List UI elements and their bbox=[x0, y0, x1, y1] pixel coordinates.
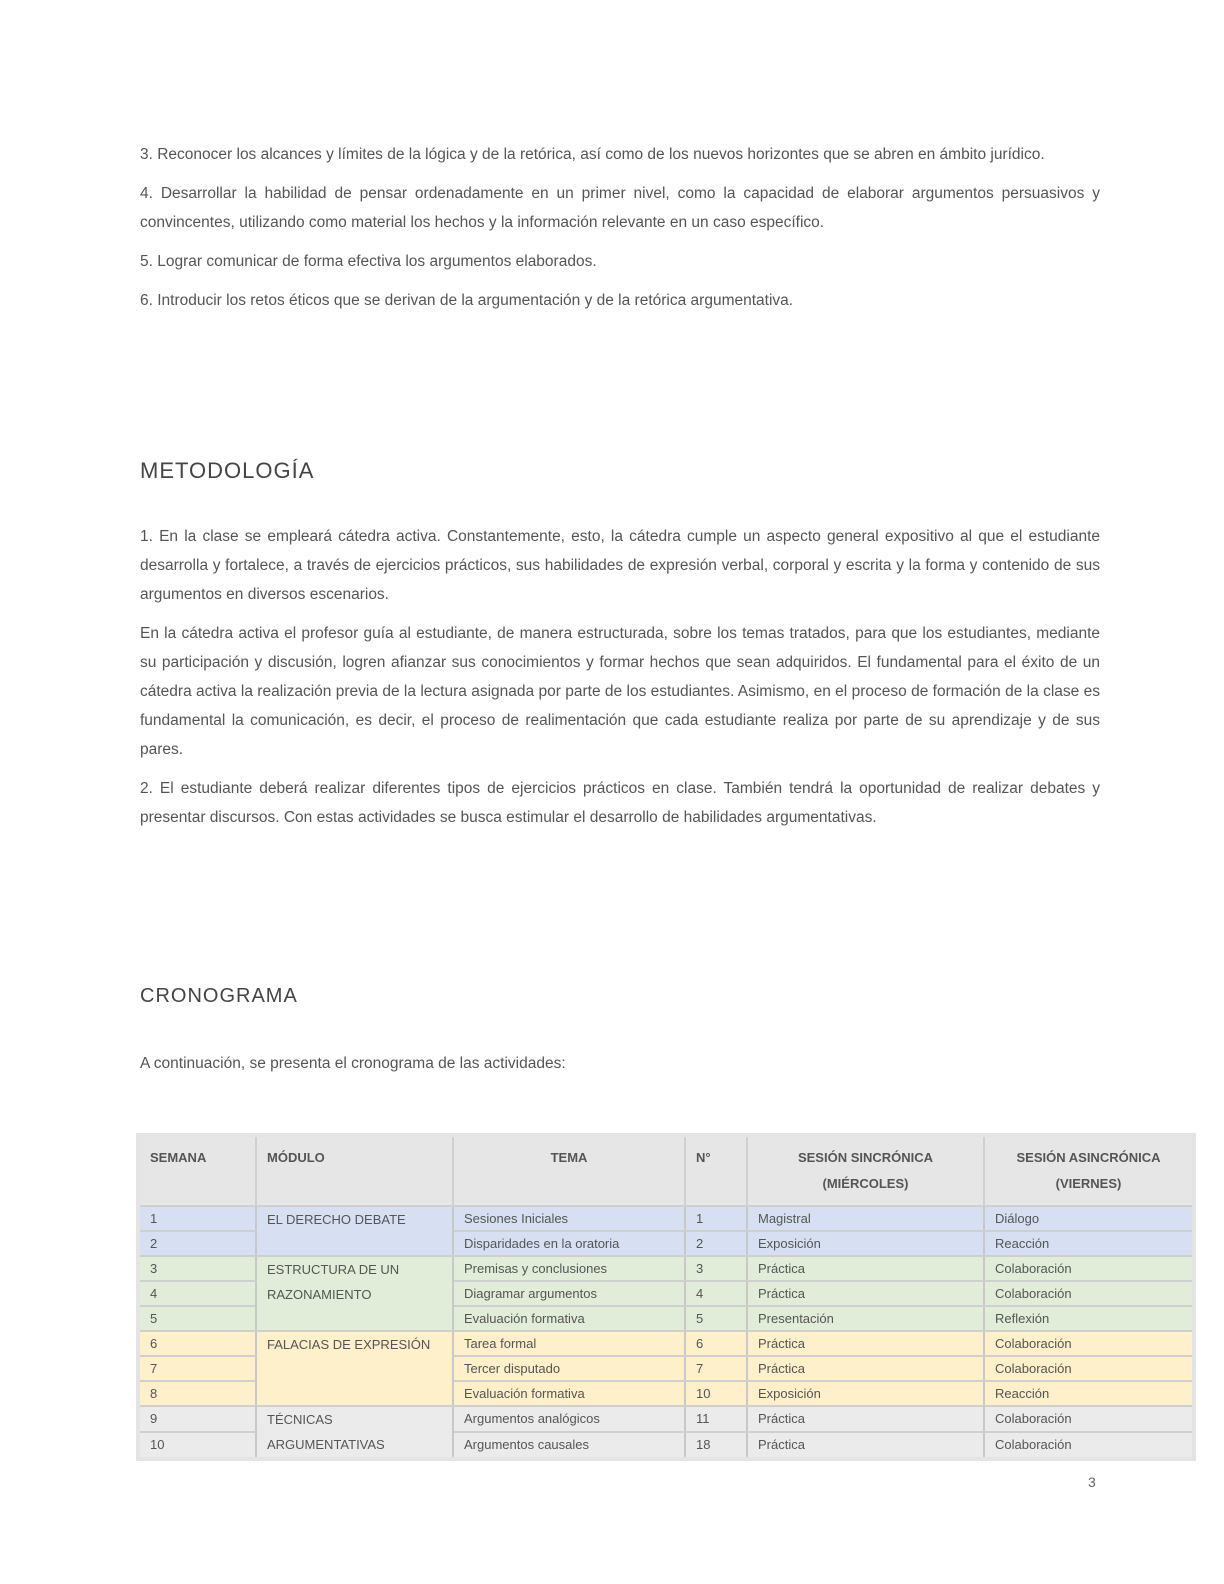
header-topic: TEMA bbox=[453, 1135, 685, 1206]
cell-number: 4 bbox=[685, 1281, 747, 1306]
schedule-table bbox=[136, 1133, 1196, 1461]
cell-number: 11 bbox=[685, 1406, 747, 1432]
schedule-intro: A continuación, se presenta el cronograma de las actividades: bbox=[140, 1055, 566, 1072]
page-body bbox=[140, 140, 1100, 1072]
cell-topic: Diagramar argumentos bbox=[453, 1281, 685, 1306]
cell-async-session: Reacción bbox=[984, 1381, 1194, 1406]
cell-topic: Argumentos analógicos bbox=[453, 1406, 685, 1432]
cell-sync-session: Práctica bbox=[747, 1406, 984, 1432]
cell-number: 18 bbox=[685, 1432, 747, 1459]
cell-sync-session: Práctica bbox=[747, 1256, 984, 1281]
cell-async-session: Colaboración bbox=[984, 1406, 1194, 1432]
methodology-text bbox=[140, 522, 1100, 842]
cell-async-session: Colaboración bbox=[984, 1331, 1194, 1356]
table-row bbox=[138, 1206, 1194, 1231]
cell-module: TÉCNICAS ARGUMENTATIVAS bbox=[256, 1406, 453, 1459]
header-sync-session: SESIÓN SINCRÓNICA (MIÉRCOLES) bbox=[747, 1135, 984, 1206]
cell-async-session: Reacción bbox=[984, 1231, 1194, 1256]
objective-item: 5. Lograr comunicar de forma efectiva los argumentos elaborados. bbox=[140, 253, 597, 270]
page-number: 3 bbox=[1088, 1474, 1096, 1490]
table-row bbox=[138, 1256, 1194, 1281]
cell-topic: Sesiones Iniciales bbox=[453, 1206, 685, 1231]
cell-async-session: Colaboración bbox=[984, 1281, 1194, 1306]
schedule-heading: CRONOGRAMA bbox=[140, 985, 298, 1007]
cell-number: 3 bbox=[685, 1256, 747, 1281]
methodology-paragraph: En la cátedra activa el profesor guía al estudiante, de manera estructurada, sobre los temas tratados, para que los estudiantes, mediante su participación y discusión, logren afianzar sus conocimientos y formar hechos que sean adquiridos. El fundamental para el éxito de un cátedra activa la realización previa de la lectura asignada por parte de los estudiantes. Asimismo, en el proceso de formación de la clase es fundamental la comunicación, es decir, el proceso de realimentación que cada estudiante realiza por parte de su aprendizaje y de sus pares. bbox=[140, 625, 1100, 758]
cell-sync-session: Práctica bbox=[747, 1356, 984, 1381]
cell-number: 2 bbox=[685, 1231, 747, 1256]
cell-number: 5 bbox=[685, 1306, 747, 1331]
cell-async-session: Colaboración bbox=[984, 1256, 1194, 1281]
cell-sync-session: Magistral bbox=[747, 1206, 984, 1231]
cell-week: 7 bbox=[138, 1356, 256, 1381]
objective-item: 6. Introducir los retos éticos que se derivan de la argumentación y de la retórica argumentativa. bbox=[140, 292, 794, 309]
cell-topic: Tercer disputado bbox=[453, 1356, 685, 1381]
cell-week: 1 bbox=[138, 1206, 256, 1231]
cell-topic: Argumentos causales bbox=[453, 1432, 685, 1459]
cell-number: 6 bbox=[685, 1331, 747, 1356]
cell-module: FALACIAS DE EXPRESIÓN bbox=[256, 1331, 453, 1406]
cell-sync-session: Exposición bbox=[747, 1231, 984, 1256]
cell-module: EL DERECHO DEBATE bbox=[256, 1206, 453, 1256]
cell-week: 2 bbox=[138, 1231, 256, 1256]
cell-topic: Tarea formal bbox=[453, 1331, 685, 1356]
cell-topic: Premisas y conclusiones bbox=[453, 1256, 685, 1281]
cell-sync-session: Práctica bbox=[747, 1432, 984, 1459]
header-module: MÓDULO bbox=[256, 1135, 453, 1206]
cell-week: 9 bbox=[138, 1406, 256, 1432]
table-header-row bbox=[138, 1135, 1194, 1206]
header-week: SEMANA bbox=[138, 1135, 256, 1206]
cell-sync-session: Práctica bbox=[747, 1331, 984, 1356]
schedule-body bbox=[138, 1206, 1194, 1459]
header-number: N° bbox=[685, 1135, 747, 1206]
objectives-list bbox=[140, 140, 1100, 315]
objective-item: 4. Desarrollar la habilidad de pensar ordenadamente en un primer nivel, como la capacidad de elaborar argumentos persuasivos y convincentes, utilizando como material los hechos y la información relevante en un caso específico. bbox=[140, 185, 1100, 231]
cell-sync-session: Presentación bbox=[747, 1306, 984, 1331]
cell-module: ESTRUCTURA DE UN RAZONAMIENTO bbox=[256, 1256, 453, 1331]
objective-item: 3. Reconocer los alcances y límites de la lógica y de la retórica, así como de los nuevos horizontes que se abren en ámbito jurídico. bbox=[140, 146, 1045, 163]
cell-async-session: Diálogo bbox=[984, 1206, 1194, 1231]
cell-week: 4 bbox=[138, 1281, 256, 1306]
cell-week: 10 bbox=[138, 1432, 256, 1459]
cell-sync-session: Exposición bbox=[747, 1381, 984, 1406]
cell-week: 5 bbox=[138, 1306, 256, 1331]
cell-number: 7 bbox=[685, 1356, 747, 1381]
methodology-paragraph: 1. En la clase se empleará cátedra activa. Constantemente, esto, la cátedra cumple un aspecto general expositivo al que el estudiante desarrolla y fortalece, a través de ejercicios prácticos, sus habilidades de expresión verbal, corporal y escrita y la forma y contenido de sus argumentos en diversos escenarios. bbox=[140, 528, 1100, 603]
table-row bbox=[138, 1406, 1194, 1432]
methodology-paragraph: 2. El estudiante deberá realizar diferentes tipos de ejercicios prácticos en clase. También tendrá la oportunidad de realizar debates y presentar discursos. Con estas actividades se busca estimular el desarrollo de habilidades argumentativas. bbox=[140, 780, 1100, 826]
cell-week: 3 bbox=[138, 1256, 256, 1281]
cell-sync-session: Práctica bbox=[747, 1281, 984, 1306]
header-async-session: SESIÓN ASINCRÓNICA (VIERNES) bbox=[984, 1135, 1194, 1206]
cell-async-session: Colaboración bbox=[984, 1356, 1194, 1381]
cell-async-session: Reflexión bbox=[984, 1306, 1194, 1331]
cell-week: 6 bbox=[138, 1331, 256, 1356]
table-row bbox=[138, 1331, 1194, 1356]
cell-number: 1 bbox=[685, 1206, 747, 1231]
cell-topic: Disparidades en la oratoria bbox=[453, 1231, 685, 1256]
cell-async-session: Colaboración bbox=[984, 1432, 1194, 1459]
methodology-heading: METODOLOGÍA bbox=[140, 458, 315, 483]
cell-topic: Evaluación formativa bbox=[453, 1381, 685, 1406]
cell-topic: Evaluación formativa bbox=[453, 1306, 685, 1331]
cell-week: 8 bbox=[138, 1381, 256, 1406]
cell-number: 10 bbox=[685, 1381, 747, 1406]
